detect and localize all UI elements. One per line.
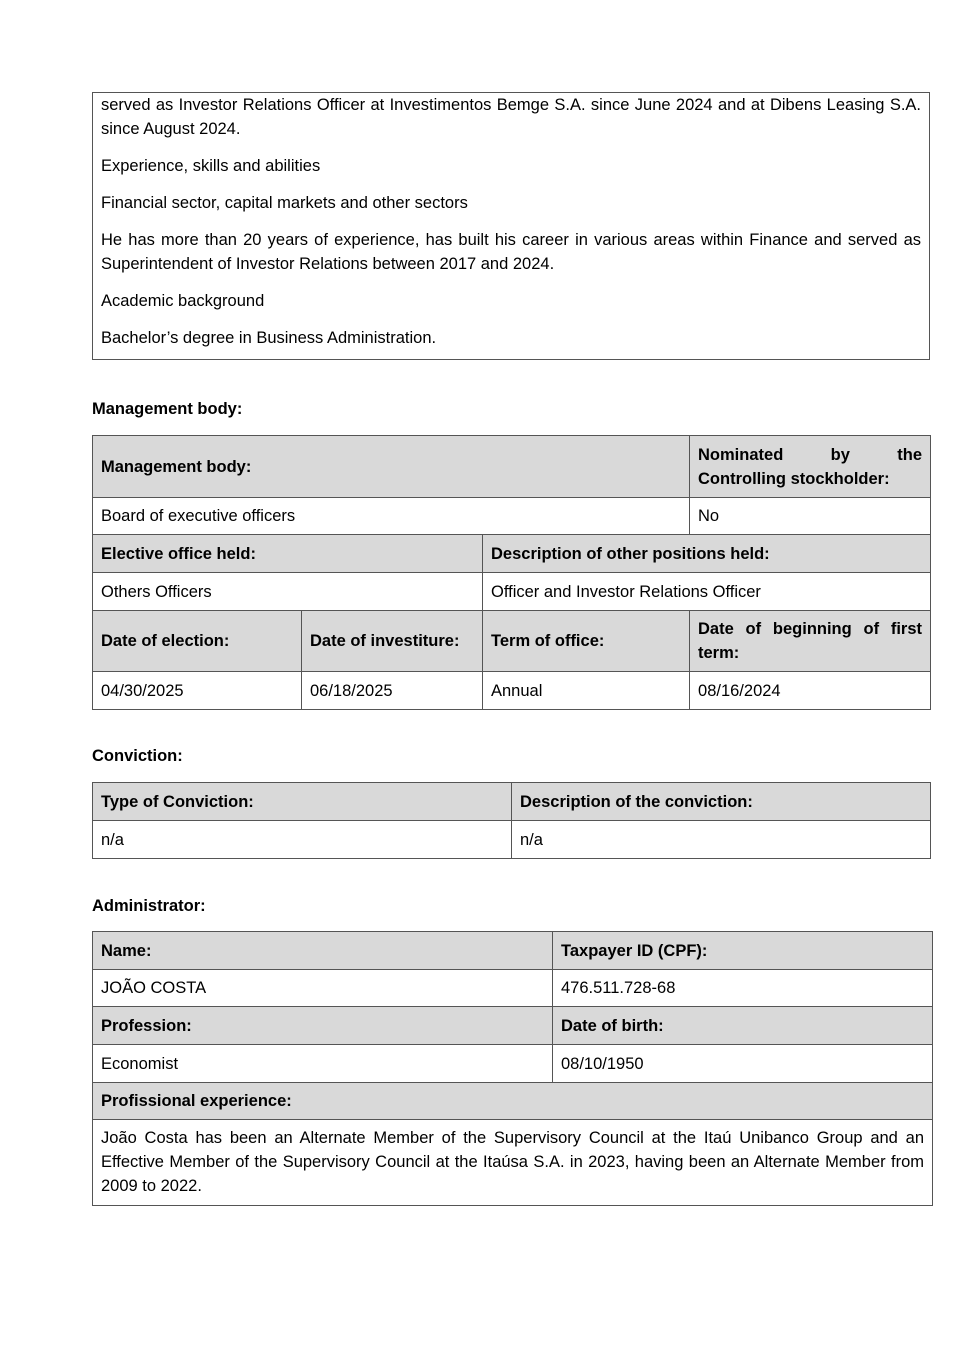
administrator-name-value: JOÃO COSTA <box>93 970 553 1007</box>
term-office-value: Annual <box>483 672 690 710</box>
nominated-header <box>690 436 931 498</box>
management-body-value: Board of executive officers <box>93 498 690 535</box>
administrator-table <box>92 931 933 1206</box>
other-positions-header: Description of other positions held: <box>483 535 931 573</box>
management-table <box>92 435 931 710</box>
administrator-experience-value: João Costa has been an Alternate Member of the Supervisory Council at the Itaú Unibanco Group and an Effective Member of the Supervisory Council at the Itaúsa S.A. in 2023, having been an Alternate Member from 2009 to 2022. <box>93 1120 933 1206</box>
term-office-header: Term of office: <box>483 611 690 672</box>
nominated-value: No <box>690 498 931 535</box>
date-investiture-header: Date of investiture: <box>302 611 483 672</box>
bio-heading-experience: Experience, skills and abilities <box>101 157 321 175</box>
administrator-cpf-header: Taxpayer ID (CPF): <box>553 932 933 970</box>
administrator-section-title: Administrator: <box>92 897 206 915</box>
administrator-profession-value: Economist <box>93 1045 553 1083</box>
bio-heading-academic: Academic background <box>101 292 265 310</box>
bio-paragraph-career: He has more than 20 years of experience, has built his career in various areas within Finance and served as Superintendent of Investor Relations between 2017 and 2024. <box>101 231 921 273</box>
administrator-profession-header: Profession: <box>93 1007 553 1045</box>
management-body-header: Management body: <box>93 436 690 498</box>
nominated-header-word2: by <box>830 445 850 464</box>
conviction-description-header: Description of the conviction: <box>512 783 931 821</box>
bio-box <box>92 92 930 360</box>
date-election-value: 04/30/2025 <box>93 672 302 710</box>
nominated-header-line2: Controlling stockholder: <box>698 469 890 488</box>
conviction-section-title: Conviction: <box>92 747 183 765</box>
conviction-type-header: Type of Conviction: <box>93 783 512 821</box>
conviction-type-value: n/a <box>93 821 512 859</box>
other-positions-value: Officer and Investor Relations Officer <box>483 573 931 611</box>
administrator-cpf-value: 476.511.728-68 <box>553 970 933 1007</box>
first-term-header: Date of beginning of first term: <box>690 611 931 672</box>
date-election-header: Date of election: <box>93 611 302 672</box>
bio-paragraph-degree: Bachelor’s degree in Business Administration. <box>101 329 437 347</box>
administrator-experience-header: Profissional experience: <box>93 1083 933 1120</box>
bio-paragraph-sectors: Financial sector, capital markets and other sectors <box>101 194 468 212</box>
administrator-birth-header: Date of birth: <box>553 1007 933 1045</box>
administrator-name-header: Name: <box>93 932 553 970</box>
conviction-description-value: n/a <box>512 821 931 859</box>
first-term-value: 08/16/2024 <box>690 672 931 710</box>
elective-office-header: Elective office held: <box>93 535 483 573</box>
conviction-table <box>92 782 931 859</box>
management-section-title: Management body: <box>92 400 243 418</box>
administrator-birth-value: 08/10/1950 <box>553 1045 933 1083</box>
elective-office-value: Others Officers <box>93 573 483 611</box>
nominated-header-word3: the <box>897 445 923 464</box>
bio-paragraph-positions: served as Investor Relations Officer at Investimentos Bemge S.A. since June 2024 and at Dibens Leasing S.A. since August 2024. <box>101 96 921 138</box>
date-investiture-value: 06/18/2025 <box>302 672 483 710</box>
nominated-header-word1: Nominated <box>698 445 784 464</box>
